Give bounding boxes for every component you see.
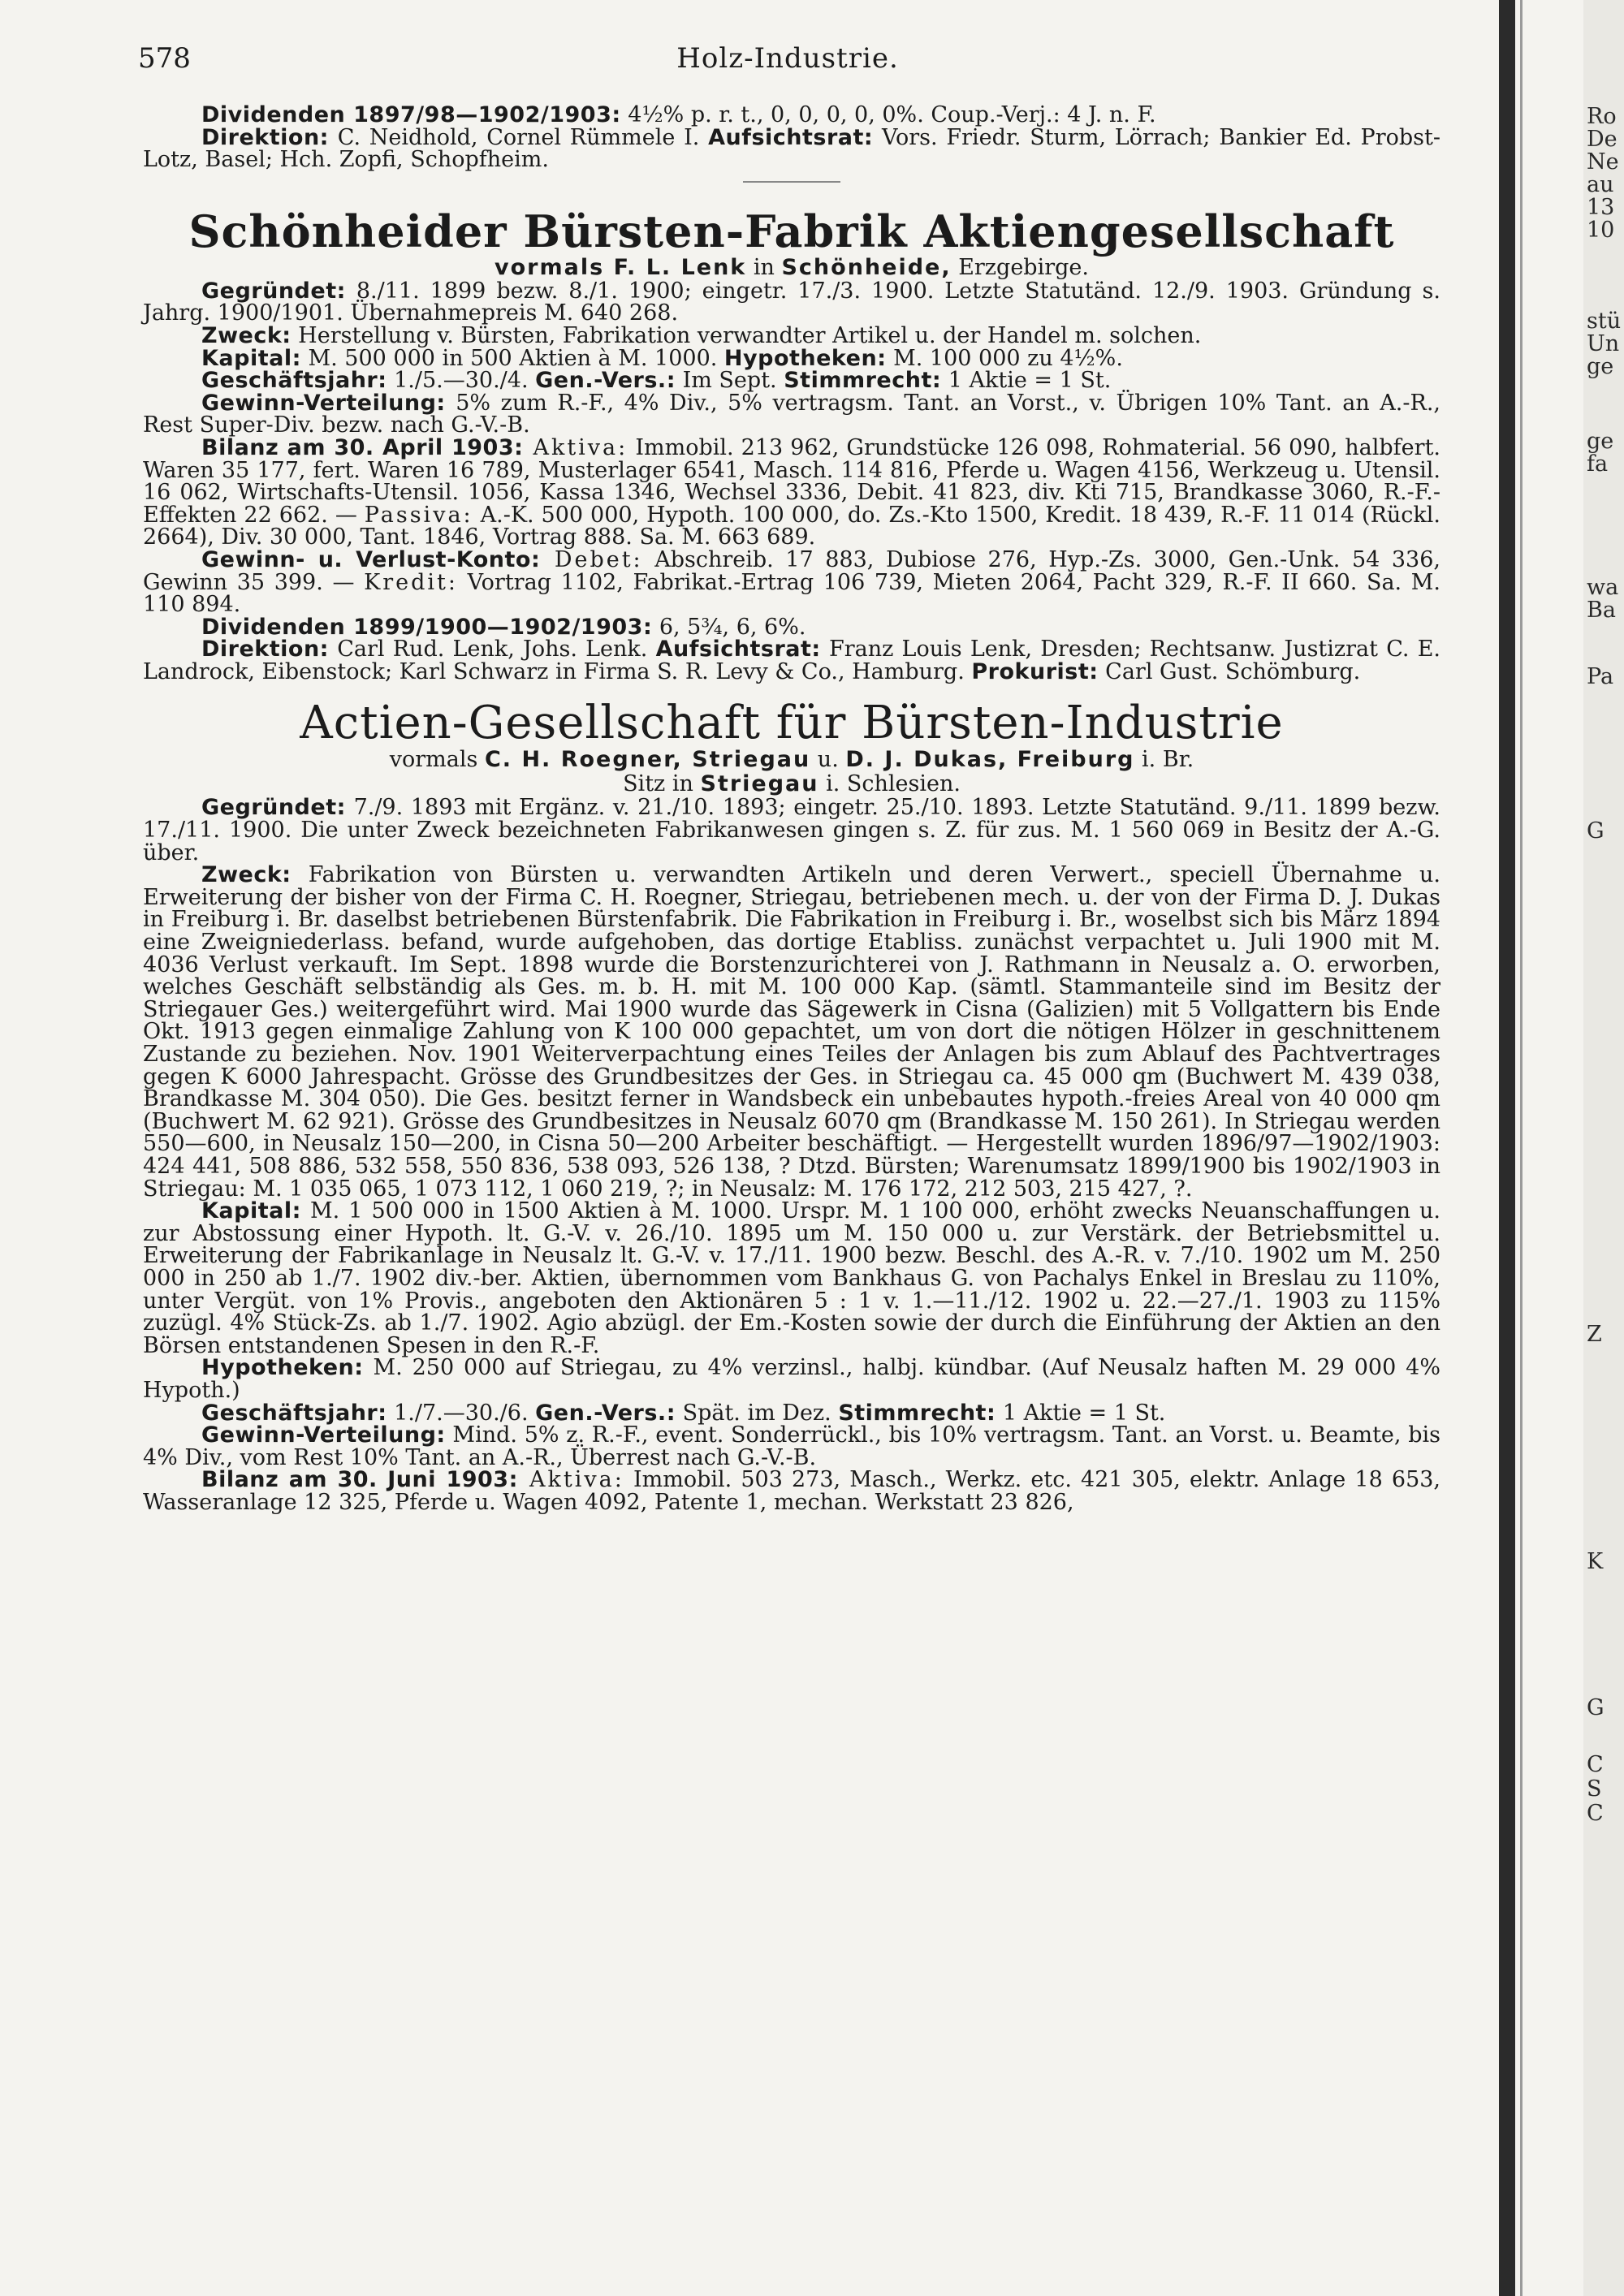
adjacent-page-fragment: C bbox=[1587, 1752, 1604, 1777]
binding-edge bbox=[1499, 0, 1515, 2296]
prev-direktion: Direktion: C. Neidhold, Cornel Rümmele I. Aufsichtsrat: Vors. Friedr. Sturm, Lörrach; Bankier Ed. Probst-Lotz, Basel; Hch. Zopfi, Schopfheim. bbox=[143, 124, 1440, 173]
company2-sitz: Sitz in Striegau i. Schlesien. bbox=[623, 771, 961, 797]
company2-bilanz: Bilanz am 30. Juni 1903: Aktiva: Immobil. 503 273, Masch., Werkz. etc. 421 305, elektr. Anlage 18 653, Wasseranlage 12 325, Pferde u. Wagen 4092, Patente 1, mechan. Werkstatt 23 826, bbox=[143, 1467, 1441, 1515]
company1-guv: Gewinn- u. Verlust-Konto: Debet: Abschreib. 17 883, Dubiose 276, Hyp.-Zs. 3000, Gen.-Unk. 54 336, Gewinn 35 399. — Kredit: Vortrag 1102, Fabrikat.-Ertrag 106 739, Mieten 2064, Pacht 329, R.-F. II 660. Sa. M. 110 894. bbox=[143, 546, 1440, 618]
running-title: Holz-Industrie. bbox=[676, 42, 899, 75]
adjacent-page-fragment: De bbox=[1587, 127, 1618, 152]
adjacent-page-fragment: stü bbox=[1587, 309, 1622, 334]
page-number: 578 bbox=[138, 42, 191, 75]
company1-zweck: Zweck: Herstellung v. Bürsten, Fabrikation verwandter Artikel u. der Handel m. solchen. bbox=[201, 322, 1202, 348]
section-divider bbox=[743, 181, 840, 183]
adjacent-page-fragment: Ro bbox=[1587, 104, 1617, 129]
company2-subtitle: vormals C. H. Roegner, Striegau u. D. J. Dukas, Freiburg i. Br. bbox=[389, 747, 1194, 773]
text-column bbox=[143, 104, 1440, 1513]
company2-gegruendet: Gegründet: 7./9. 1893 mit Ergänz. v. 21./10. 1893; eingetr. 25./10. 1893. Letzte Statutänd. 9./11. 1899 bezw. 17./11. 1900. Die unter Zweck bezeichneten Fabrikanwesen gingen s. Z. für zus. M. 1 560 069 in Besitz der A.-G. über. bbox=[143, 795, 1440, 865]
adjacent-page-fragment: ge bbox=[1587, 354, 1614, 379]
adjacent-page-fragment: G bbox=[1587, 818, 1605, 844]
adjacent-page-fragment: ge bbox=[1587, 429, 1614, 454]
adjacent-page-fragment: Ne bbox=[1587, 149, 1619, 175]
adjacent-page-fragment: 10 bbox=[1587, 218, 1615, 243]
company1-title: Schönheider Bürsten-Fabrik Aktiengesellschaft bbox=[188, 205, 1395, 257]
adjacent-page-fragment: au bbox=[1587, 172, 1614, 197]
adjacent-page-fragment: Un bbox=[1587, 331, 1620, 356]
company2-kapital: Kapital: M. 1 500 000 in 1500 Aktien à M. 1000. Urspr. M. 1 100 000, erhöht zwecks Neuanschaffungen u. zur Abstossung einer Hypoth. lt. G.-V. v. 26./10. 1895 um M. 150 000 u. zur Verstärk. der Betriebsmittel u. Erweiterung der Fabrikanlage in Neusalz lt. G.-V. v. 17./11. 1900 bezw. Beschl. des A.-R. v. 7./10. 1902 um M. 250 000 in 250 ab 1./7. 1902 div.-ber. Aktien, übernommen vom Bankhaus G. von Pachalys Enkel in Breslau zu 110%, unter Vergüt. von 1% Provis., angeboten den Aktionären 5 : 1 v. 1.—11./12. 1902 u. 22.—27./1. 1903 zu 115% zuzügl. 4% Stück-Zs. ab 1./7. 1902. Agio abzügl. der Em.-Kosten sowie der durch die Einführung der Aktien an den Börsen entstandenen Spesen in den R.-F. bbox=[143, 1198, 1440, 1358]
adjacent-page-fragment: C bbox=[1587, 1801, 1604, 1826]
adjacent-page-fragment: Ba bbox=[1587, 598, 1616, 623]
adjacent-page-fragment: G bbox=[1587, 1695, 1605, 1720]
company1-bilanz: Bilanz am 30. April 1903: Aktiva: Immobil. 213 962, Grundstücke 126 098, Rohmaterial. 56 090, halbfert. Waren 35 177, fert. Waren 16 789, Musterlager 6541, Masch. 114 816, Pferde u. Wagen 4156, Werkzeug u. Utensil. 16 062, Wirtschafts-Utensil. 1056, Kassa 1346, Wechsel 3336, Debit. 41 823, div. Kti 715, Brandkasse 3060, R.-F.-Effekten 22 662. — Passiva: A.-K. 500 000, Hypoth. 100 000, do. Zs.-Kto 1500, Kredit. 18 439, R.-F. 11 014 (Rückl. 2664), Div. 30 000, Tant. 1846, Vortrag 888. Sa. M. 663 689. bbox=[143, 434, 1440, 550]
company2-geschaeftsjahr: Geschäftsjahr: 1./7.—30./6. Gen.-Vers.: Spät. im Dez. Stimmrecht: 1 Aktie = 1 St. bbox=[201, 1400, 1166, 1426]
adjacent-page-fragment: S bbox=[1587, 1776, 1602, 1802]
company1-kapital: Kapital: M. 500 000 in 500 Aktien à M. 1000. Hypotheken: M. 100 000 zu 4½%. bbox=[201, 345, 1123, 371]
company2-hypotheken: Hypotheken: M. 250 000 auf Striegau, zu 4% verzinsl., halbj. kündbar. (Auf Neusalz haften M. 29 000 4% Hypoth.) bbox=[143, 1355, 1440, 1403]
company1-subtitle: vormals F. L. Lenk in Schönheide, Erzgebirge. bbox=[495, 254, 1089, 280]
page-header bbox=[138, 42, 1437, 83]
adjacent-page-fragment: 13 bbox=[1587, 195, 1615, 220]
adjacent-page-fragment: K bbox=[1587, 1549, 1604, 1574]
adjacent-page-fragment: Z bbox=[1587, 1322, 1602, 1347]
prev-dividends: Dividenden 1897/98—1902/1903: 4½% p. r. t., 0, 0, 0, 0, 0%. Coup.-Verj.: 4 J. n. F. bbox=[201, 102, 1156, 127]
adjacent-page-fragment: Pa bbox=[1587, 664, 1614, 689]
company1-gewinn-verteilung: Gewinn-Verteilung: 5% zum R.-F., 4% Div., 5% vertragsm. Tant. an Vorst., v. Übrigen 10% Tant. an A.-R., Rest Super-Div. bezw. nach G.-V.-B. bbox=[143, 390, 1440, 438]
company1-direktion: Direktion: Carl Rud. Lenk, Johs. Lenk. Aufsichtsrat: Franz Louis Lenk, Dresden; Rechtsanw. Justizrat C. E. Landrock, Eibenstock; Karl Schwarz in Firma S. R. Levy & Co., Hamburg. Prokurist: Carl Gust. Schömburg. bbox=[143, 637, 1441, 684]
company1-gegruendet: Gegründet: 8./11. 1899 bezw. 8./1. 1900; eingetr. 17./3. 1900. Letzte Statutänd. 12./9. 1903. Gründung s. Jahrg. 1900/1901. Übernahmepreis M. 640 268. bbox=[143, 278, 1440, 326]
adjacent-page-fragment: fa bbox=[1587, 451, 1609, 477]
company2-title: Actien-Gesellschaft für Bürsten-Industrie bbox=[300, 697, 1284, 750]
adjacent-page-fragment: wa bbox=[1587, 575, 1619, 600]
company2-zweck: Zweck: Fabrikation von Bürsten u. verwandten Artikeln und deren Verwert., speciell Übernahme u. Erweiterung der bisher von der Firma C. H. Roegner, Striegau, betriebenen mech. u. der von der Firma D. J. Dukas in Freiburg i. Br. daselbst betriebenen Bürstenfabrik. Die Fabrikation in Freiburg i. Br., woselbst sich bis März 1894 eine Zweigniederlass. befand, wurde aufgehoben, das dortige Etabliss. zunächst verpachtet u. Juli 1900 mit M. 4036 Verlust verkauft. Im Sept. 1898 wurde die Borstenzurichterei von J. Rathmann in Neusalz a. O. erworben, welches Geschäft selbständig als Ges. m. b. H. mit M. 100 000 Kap. (sämtl. Stammanteile sind im Besitz der Striegauer Ges.) weitergeführt wird. Mai 1900 wurde das Sägewerk in Cisna (Galizien) mit 5 Vollgattern bis Ende Okt. 1913 gegen einmalige Zahlung von K 100 000 gepachtet, um von dort die nötigen Hölzer in geschnittenem Zustande zu beziehen. Nov. 1901 Weiterverpachtung eines Teiles der Anlagen bis zum Ablauf des Pachtvertrages gegen K 6000 Jahrespacht. Grösse des Grundbesitzes der Ges. in Striegau ca. 45 000 qm (Buchwert M. 439 038, Brandkasse M. 304 050). Die Ges. besitzt ferner in Wandsbeck ein unbebautes hypoth.-freies Areal von 40 000 qm (Buchwert M. 62 921). Grösse des Grundbesitzes in Neusalz 6070 qm (Brandkasse M. 150 261). In Striegau werden 550—600, in Neusalz 150—200, in Cisna 50—200 Arbeiter beschäftigt. — Hergestellt wurden 1896/97—1902/1903: 424 441, 508 886, 532 558, 550 836, 538 093, 526 138, ? Dtzd. Bürsten; Warenumsatz 1899/1900 bis 1902/1903 in Striegau: M. 1 035 065, 1 073 112, 1 060 219, ?; in Neusalz: M. 176 172, 212 503, 215 427, ?. bbox=[143, 862, 1440, 1202]
company2-gewinn-verteilung: Gewinn-Verteilung: Mind. 5% z. R.-F., event. Sonderrückl., bis 10% vertragsm. Tant. an Vorst. u. Beamte, bis 4% Div., vom Rest 10% Tant. an A.-R., Überrest nach G.-V.-B. bbox=[143, 1422, 1440, 1470]
company1-geschaeftsjahr: Geschäftsjahr: 1./5.—30./4. Gen.-Vers.: Im Sept. Stimmrecht: 1 Aktie = 1 St. bbox=[201, 368, 1112, 394]
binding-edge-highlight bbox=[1520, 0, 1522, 2296]
adjacent-page-strip bbox=[1583, 0, 1624, 2296]
company1-dividenden: Dividenden 1899/1900—1902/1903: 6, 5¾, 6, 6%. bbox=[201, 614, 806, 640]
